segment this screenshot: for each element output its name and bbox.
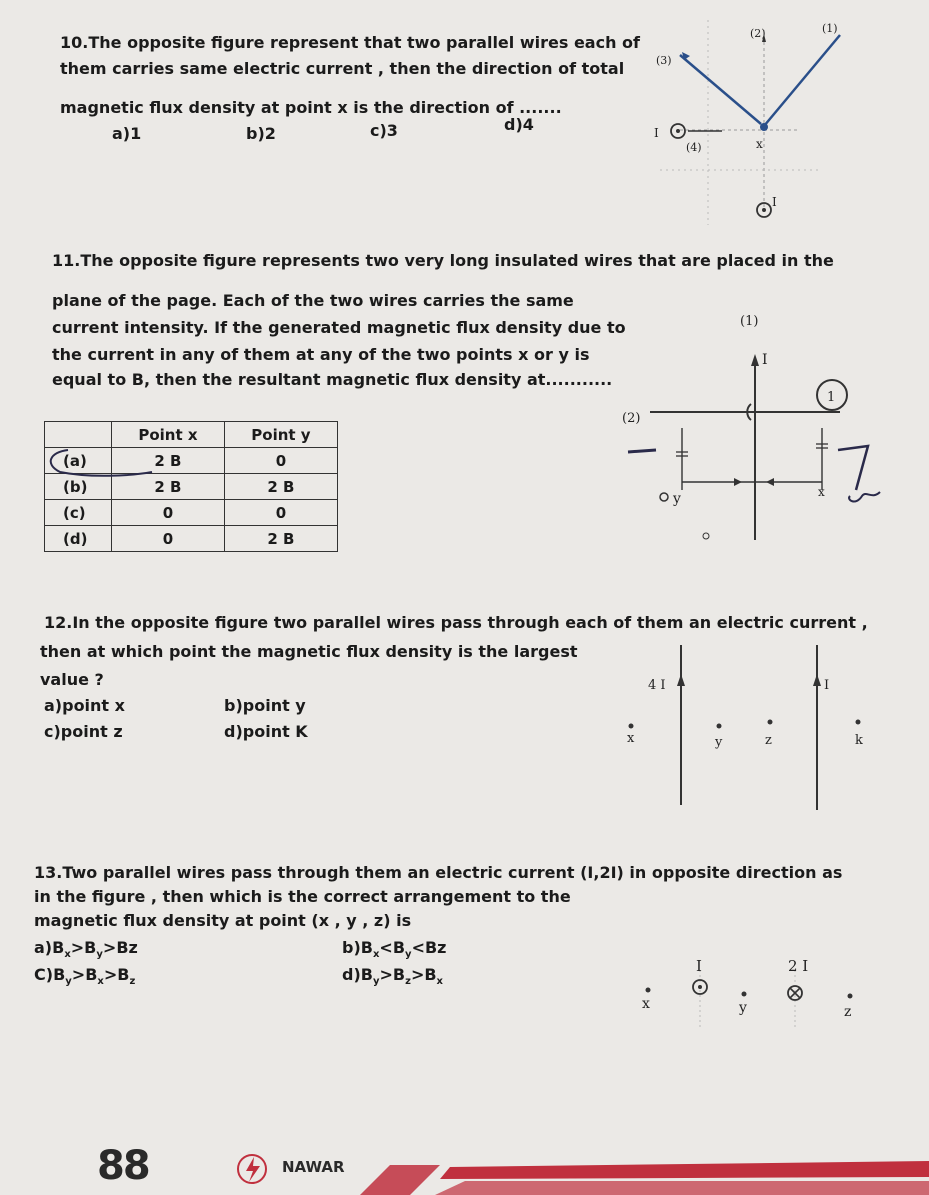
- q12-point-z-label: z: [765, 733, 772, 748]
- table-header-point-y: Point y: [224, 422, 337, 448]
- q12-option-a[interactable]: a)point x: [44, 696, 125, 715]
- q10-label-4: (4): [686, 141, 702, 154]
- q10-label-2: (2): [750, 27, 766, 40]
- q10-label-3: (3): [656, 54, 672, 67]
- q12-current-right: I: [824, 678, 830, 693]
- q11-line-2: plane of the page. Each of the two wires carries the same: [52, 291, 574, 310]
- cell-point-y: 2 B: [224, 474, 337, 500]
- q13-figure: [630, 950, 870, 1040]
- q13-line-3: magnetic flux density at point (x , y , z) is: [34, 911, 412, 930]
- q12-point-x: [629, 724, 634, 729]
- q10-label-1: (1): [822, 22, 838, 35]
- q12-point-y: [717, 724, 722, 729]
- table-header-point-x: Point x: [112, 422, 225, 448]
- q10-line-1: 10.The opposite figure represent that two parallel wires each of: [60, 33, 640, 52]
- q11-answer-table: [44, 421, 338, 552]
- q13-point-z: [848, 994, 853, 999]
- q12-point-y-label: y: [715, 735, 723, 750]
- q12-option-d[interactable]: d)point K: [224, 722, 308, 741]
- row-label: (b): [45, 474, 112, 500]
- q12-line-1: 12.In the opposite figure two parallel wires pass through each of them an electric current ,: [44, 613, 868, 632]
- q11-line-5: equal to B, then the resultant magnetic flux density at...........: [52, 370, 613, 389]
- q13-option-a[interactable]: $a)B_x>B_y>Bz$: [34, 938, 138, 961]
- q13-current-left: I: [696, 957, 702, 975]
- cell-point-y: 0: [224, 500, 337, 526]
- q11-circled-number: 1: [827, 390, 836, 405]
- brand-name: NAWAR: [282, 1158, 345, 1176]
- q12-figure: [610, 640, 880, 815]
- cell-point-x: 0: [112, 500, 225, 526]
- q11-point-y: y: [673, 491, 681, 507]
- q11-handwritten-circle: [40, 442, 160, 482]
- q10-line-3: magnetic flux density at point x is the direction of .......: [60, 98, 562, 117]
- footer-stripe: [340, 1155, 929, 1195]
- q10-direction-3: [680, 55, 761, 124]
- q11-line-4: the current in any of them at any of the two points x or y is: [52, 345, 590, 364]
- q13-current-right: 2 I: [788, 957, 809, 975]
- q11-label-2: (2): [622, 411, 641, 426]
- q10-current-2: I: [772, 195, 777, 209]
- cell-point-y: 2 B: [224, 526, 337, 552]
- table-row[interactable]: [45, 500, 338, 526]
- q13-point-x: [646, 988, 651, 993]
- row-label: (a): [45, 448, 112, 474]
- q11-line-3: current intensity. If the generated magnetic flux density due to: [52, 318, 626, 337]
- cell-point-x: 0: [112, 526, 225, 552]
- table-row[interactable]: [45, 526, 338, 552]
- nawar-logo-icon: [232, 1150, 272, 1188]
- q10-option-a[interactable]: a)1: [112, 124, 142, 143]
- q12-point-k: [856, 720, 861, 725]
- q13-point-y: [742, 992, 747, 997]
- q10-option-d[interactable]: d)4: [504, 115, 534, 134]
- q10-direction-1: [764, 35, 840, 126]
- q13-option-d[interactable]: $d)B_y>B_z>B_x$: [342, 965, 443, 988]
- page-number: 88: [97, 1143, 149, 1189]
- cell-point-x: 2 B: [112, 448, 225, 474]
- q10-current-1: I: [654, 126, 659, 140]
- q13-line-2: in the figure , then which is the correct arrangement to the: [34, 887, 571, 906]
- q13-wire-into-page: [788, 986, 802, 1000]
- q10-point-x: [760, 123, 768, 131]
- q12-option-b[interactable]: b)point y: [224, 696, 306, 715]
- q12-line-3: value ?: [40, 670, 104, 689]
- q11-figure: [610, 300, 910, 550]
- q13-point-y-label: y: [739, 1000, 747, 1016]
- q12-point-z: [768, 720, 773, 725]
- cell-point-y: 0: [224, 448, 337, 474]
- q13-line-1: 13.Two parallel wires pass through them an electric current (I,2I) in opposite direction as: [34, 863, 843, 882]
- q13-option-c[interactable]: $C)B_y>B_x>B_z$: [34, 965, 136, 988]
- q10-figure: [620, 10, 860, 230]
- q10-point-x-label: x: [756, 137, 763, 151]
- cell-point-x: 2 B: [112, 474, 225, 500]
- q10-option-b[interactable]: b)2: [246, 124, 276, 143]
- q12-current-left: 4 I: [648, 678, 666, 693]
- q11-line-1: 11.The opposite figure represents two very long insulated wires that are placed in the: [52, 251, 834, 270]
- row-label: (d): [45, 526, 112, 552]
- q13-point-x-label: x: [642, 996, 650, 1012]
- q10-option-c[interactable]: c)3: [370, 121, 398, 140]
- q12-point-x-label: x: [627, 731, 635, 746]
- q13-point-z-label: z: [844, 1004, 852, 1020]
- q13-option-b[interactable]: $b)B_x<B_y<Bz$: [342, 938, 447, 961]
- q11-point-x: x: [818, 485, 825, 499]
- row-label: (c): [45, 500, 112, 526]
- q12-line-2: then at which point the magnetic flux density is the largest: [40, 642, 578, 661]
- q12-option-c[interactable]: c)point z: [44, 722, 123, 741]
- q12-point-k-label: k: [855, 733, 863, 748]
- q10-line-2: them carries same electric current , then the direction of total: [60, 59, 625, 78]
- q11-current-label: I: [762, 352, 768, 368]
- q11-label-1: (1): [740, 314, 759, 329]
